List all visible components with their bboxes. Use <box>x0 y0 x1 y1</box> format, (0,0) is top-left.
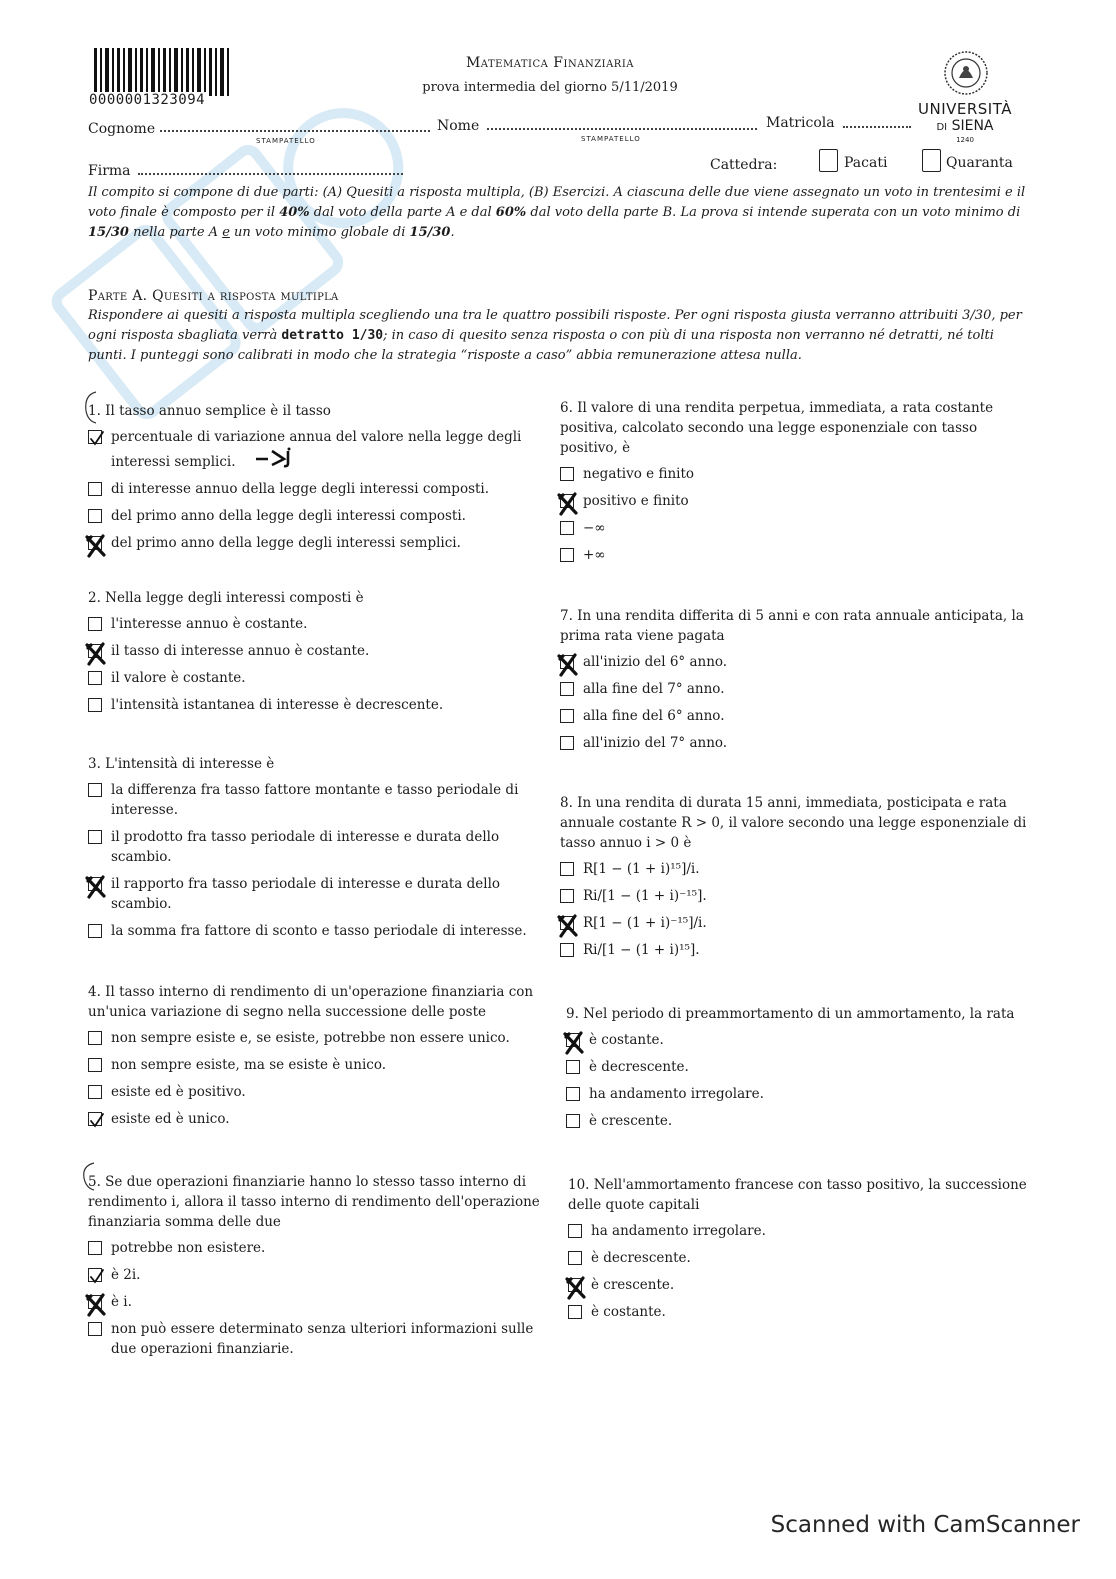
option-text: la differenza fra tasso fattore montante e tasso periodale di interesse. <box>111 782 519 818</box>
handwritten-cross-icon <box>85 534 107 558</box>
option-text: all'inizio del 6° anno. <box>583 654 728 670</box>
option[interactable] <box>88 1238 552 1258</box>
option[interactable] <box>88 614 548 634</box>
option-text: positivo e finito <box>583 493 689 509</box>
question-2 <box>88 588 548 722</box>
checkbox[interactable] <box>568 1278 582 1292</box>
university-siena: SIENA <box>951 118 994 134</box>
option[interactable] <box>88 695 548 715</box>
question-4 <box>88 982 550 1136</box>
option-text: la somma fra fattore di sconto e tasso periodale di interesse. <box>111 923 527 939</box>
checkbox[interactable] <box>560 943 574 957</box>
page-subtitle: prova intermedia del giorno 5/11/2019 <box>422 80 678 95</box>
checkbox[interactable] <box>88 783 102 797</box>
checkbox[interactable] <box>88 644 102 658</box>
checkbox[interactable] <box>88 617 102 631</box>
intro-part-1: Il compito si compone di due parti: (A) Quesiti a risposta multipla, (B) Esercizi. A ciascuna delle due viene assegnato un voto in trentesimi e il voto finale è composto per il <box>88 185 1026 220</box>
nome-field[interactable] <box>487 128 757 130</box>
option[interactable] <box>560 491 1030 511</box>
checkbox[interactable] <box>88 1295 102 1309</box>
handwritten-check-icon <box>85 1266 107 1290</box>
option[interactable] <box>566 1057 1036 1077</box>
option-text: non sempre esiste e, se esiste, potrebbe non essere unico. <box>111 1030 510 1046</box>
nome-label: Nome <box>437 118 480 134</box>
option-text: è decrescente. <box>591 1250 691 1266</box>
option[interactable] <box>88 668 548 688</box>
question-3 <box>88 754 548 948</box>
option[interactable] <box>88 479 548 499</box>
option-text: l'intensità istantanea di interesse è decrescente. <box>111 697 444 713</box>
checkbox[interactable] <box>88 698 102 712</box>
checkbox[interactable] <box>566 1087 580 1101</box>
university-seal-icon <box>943 50 989 96</box>
part-a-instructions <box>88 306 1028 366</box>
checkbox[interactable] <box>88 830 102 844</box>
checkbox[interactable] <box>560 682 574 696</box>
checkbox[interactable] <box>560 709 574 723</box>
checkbox[interactable] <box>88 1241 102 1255</box>
handwritten-cross-icon <box>557 914 579 938</box>
option[interactable] <box>88 1265 552 1285</box>
question-10 <box>568 1175 1038 1329</box>
option-text: è crescente. <box>589 1113 673 1129</box>
handwritten-cross-icon <box>565 1276 587 1300</box>
checkbox[interactable] <box>560 862 574 876</box>
checkbox[interactable] <box>88 1322 102 1336</box>
question-text: 2. Nella legge degli interessi composti è <box>88 590 364 606</box>
option-text: è crescente. <box>591 1277 675 1293</box>
option-text: +∞ <box>583 547 606 563</box>
option-text: il valore è costante. <box>111 670 246 686</box>
option-text: −∞ <box>583 520 606 536</box>
option[interactable] <box>560 464 1030 484</box>
option[interactable] <box>560 518 1030 538</box>
handwritten-cross-icon <box>563 1031 585 1055</box>
cattedra-quaranta-label: Quaranta <box>946 155 1013 171</box>
checkbox[interactable] <box>88 671 102 685</box>
cattedra-pacati-label: Pacati <box>844 155 888 171</box>
intro-part-6: . <box>450 225 455 240</box>
intro-part-2: dal voto della parte A e dal <box>309 205 496 220</box>
handwritten-cross-icon <box>557 653 579 677</box>
intro-part-5: un voto minimo globale di <box>229 225 410 240</box>
question-1 <box>88 401 548 560</box>
option[interactable] <box>560 545 1030 565</box>
option[interactable] <box>88 1055 550 1075</box>
option-text: R[1 − (1 + i)⁻¹⁵]/i. <box>583 915 707 931</box>
option[interactable] <box>560 652 1032 672</box>
checkbox[interactable] <box>560 916 574 930</box>
matricola-field[interactable] <box>843 126 911 128</box>
intro-part-4: nella parte A <box>128 225 223 240</box>
intro-min-global: 15/30 <box>409 225 451 240</box>
question-6 <box>560 398 1030 572</box>
checkbox[interactable] <box>568 1251 582 1265</box>
option-text: Ri/[1 − (1 + i)¹⁵]. <box>583 942 700 958</box>
option-text: percentuale di variazione annua del valore nella legge degli interessi semplici. <box>111 429 522 470</box>
option[interactable] <box>560 679 1032 699</box>
checkbox[interactable] <box>88 536 102 550</box>
question-text: 1. Il tasso annuo semplice è il tasso <box>88 403 331 419</box>
option[interactable] <box>568 1221 1038 1241</box>
barcode-number: 0000001323094 <box>89 92 206 108</box>
checkbox[interactable] <box>560 548 574 562</box>
checkbox[interactable] <box>88 924 102 938</box>
option[interactable] <box>88 1028 550 1048</box>
option-text: non sempre esiste, ma se esiste è unico. <box>111 1057 387 1073</box>
checkbox[interactable] <box>560 521 574 535</box>
option-text: è costante. <box>589 1032 664 1048</box>
checkbox[interactable] <box>88 1085 102 1099</box>
option-text: l'interesse annuo è costante. <box>111 616 308 632</box>
checkbox[interactable] <box>88 877 102 891</box>
intro-min-a: 15/30 <box>88 225 129 240</box>
question-5 <box>88 1172 552 1366</box>
cattedra-quaranta-checkbox[interactable] <box>922 149 941 172</box>
option[interactable] <box>88 780 548 820</box>
option-text: potrebbe non esistere. <box>111 1240 266 1256</box>
intro-pct-b: 60% <box>495 205 527 220</box>
option-text: negativo e finito <box>583 466 695 482</box>
checkbox[interactable] <box>560 655 574 669</box>
option[interactable] <box>88 874 548 914</box>
option-text: all'inizio del 7° anno. <box>583 735 728 751</box>
cognome-field[interactable] <box>160 130 430 132</box>
question-text: 3. L'intensità di interesse è <box>88 756 275 772</box>
part-a-intro-2: ; in caso di quesito senza risposta o con più di una risposta non verranno né detratti, né tolti punti. I punteggi sono calibrati in modo che la strategia “risposte a caso” abbia remunerazione attesa nulla. <box>88 328 994 363</box>
checkbox[interactable] <box>560 467 574 481</box>
exam-instructions <box>88 183 1028 243</box>
checkbox[interactable] <box>88 1112 102 1126</box>
option-text: è 2i. <box>111 1267 141 1283</box>
option[interactable] <box>560 859 1032 879</box>
page-title: Matematica Finanziaria <box>465 55 635 71</box>
option[interactable] <box>560 706 1032 726</box>
handwritten-cross-icon <box>85 875 107 899</box>
option[interactable] <box>88 1319 552 1359</box>
option[interactable] <box>88 427 548 472</box>
question-9 <box>566 1004 1036 1138</box>
intro-part-3: dal voto della parte B. La prova si intende superata con un voto minimo di <box>526 205 1021 220</box>
option[interactable] <box>88 1109 550 1129</box>
option[interactable] <box>88 641 548 661</box>
option[interactable] <box>88 1292 552 1312</box>
intro-pct-a: 40% <box>279 205 310 220</box>
question-text: 6. Il valore di una rendita perpetua, immediata, a rata costante positiva, calcolato secondo una legge esponenziale con tasso positivo, è <box>560 400 994 456</box>
checkbox[interactable] <box>560 889 574 903</box>
checkbox[interactable] <box>560 736 574 750</box>
option-text: del primo anno della legge degli interessi composti. <box>111 508 466 524</box>
part-a-detratto: detratto 1/30 <box>281 328 384 343</box>
option-text: è costante. <box>591 1304 666 1320</box>
cognome-label: Cognome <box>88 121 156 137</box>
option-text: alla fine del 7° anno. <box>583 681 725 697</box>
option[interactable] <box>560 913 1032 933</box>
option-text: non può essere determinato senza ulteriori informazioni sulle due operazioni finanziarie. <box>111 1321 534 1357</box>
option-text: il rapporto fra tasso periodale di interesse e durata dello scambio. <box>111 876 501 912</box>
checkbox[interactable] <box>88 1058 102 1072</box>
question-text: 9. Nel periodo di preammortamento di un ammortamento, la rata <box>566 1006 1015 1022</box>
part-a-title: Parte A. Quesiti a risposta multipla <box>88 288 339 304</box>
checkbox[interactable] <box>88 430 102 444</box>
option[interactable] <box>88 533 548 553</box>
handwritten-cross-icon <box>85 1293 107 1317</box>
checkbox[interactable] <box>566 1114 580 1128</box>
part-a-intro-1: Rispondere ai quesiti a risposta multipla scegliendo una tra le quattro possibili risposte. Per ogni risposta giusta verranno attribuiti 3/30, per ogni risposta sbagliata verrà <box>88 308 1022 343</box>
firma-field[interactable] <box>138 173 403 175</box>
checkbox[interactable] <box>568 1305 582 1319</box>
option[interactable] <box>88 827 548 867</box>
option-text: Ri/[1 − (1 + i)⁻¹⁵]. <box>583 888 707 904</box>
option[interactable] <box>560 940 1032 960</box>
option-text: del primo anno della legge degli interessi semplici. <box>111 535 461 551</box>
annotation-arrow-icon <box>254 447 298 469</box>
checkbox[interactable] <box>560 494 574 508</box>
hand-circle-icon <box>80 389 106 429</box>
firma-label: Firma <box>88 163 131 179</box>
option[interactable] <box>88 506 548 526</box>
option[interactable] <box>560 733 1032 753</box>
option-text: è i. <box>111 1294 132 1310</box>
question-text: 7. In una rendita differita di 5 anni e con rata annuale anticipata, la prima rata viene pagata <box>560 608 1024 644</box>
option-text: il tasso di interesse annuo è costante. <box>111 643 370 659</box>
cognome-stampatello: STAMPATELLO <box>256 137 316 145</box>
option-text: alla fine del 6° anno. <box>583 708 725 724</box>
cattedra-label: Cattedra: <box>710 157 778 173</box>
option[interactable] <box>566 1111 1036 1131</box>
handwritten-cross-icon <box>557 492 579 516</box>
option[interactable] <box>568 1302 1038 1322</box>
option[interactable] <box>566 1030 1036 1050</box>
checkbox[interactable] <box>566 1060 580 1074</box>
question-text: 8. In una rendita di durata 15 anni, immediata, posticipata e rata annuale costante R > 0, il valore secondo una legge esponenziale di tasso annuo i > 0 è <box>560 795 1027 851</box>
option[interactable] <box>88 1082 550 1102</box>
checkbox[interactable] <box>568 1224 582 1238</box>
university-di: DI <box>936 122 948 133</box>
option-text: esiste ed è unico. <box>111 1111 230 1127</box>
checkbox[interactable] <box>88 1031 102 1045</box>
cattedra-pacati-checkbox[interactable] <box>819 149 838 172</box>
option-text: ha andamento irregolare. <box>589 1086 764 1102</box>
checkbox[interactable] <box>88 482 102 496</box>
university-city <box>910 118 1020 134</box>
option-text: il prodotto fra tasso periodale di interesse e durata dello scambio. <box>111 829 500 865</box>
matricola-label: Matricola <box>766 115 835 131</box>
question-text: 10. Nell'ammortamento francese con tasso positivo, la successione delle quote capitali <box>568 1177 1027 1213</box>
option-text: esiste ed è positivo. <box>111 1084 246 1100</box>
option-text: ha andamento irregolare. <box>591 1223 766 1239</box>
checkbox[interactable] <box>88 509 102 523</box>
option[interactable] <box>566 1084 1036 1104</box>
option[interactable] <box>88 921 548 941</box>
option[interactable] <box>560 886 1032 906</box>
question-7 <box>560 606 1032 760</box>
scanner-footer: Scanned with CamScanner <box>770 1512 1080 1538</box>
hand-circle-icon <box>78 1160 104 1194</box>
question-8 <box>560 793 1032 967</box>
handwritten-cross-icon <box>85 642 107 666</box>
handwritten-check-icon <box>85 428 107 452</box>
question-text: 5. Se due operazioni finanziarie hanno lo stesso tasso interno di rendimento i, allora il tasso interno di rendimento dell'operazione finanziaria somma delle due <box>88 1174 540 1230</box>
option-text: R[1 − (1 + i)¹⁵]/i. <box>583 861 700 877</box>
question-text: 4. Il tasso interno di rendimento di un'operazione finanziaria con un'unica variazione di segno nella successione delle poste <box>88 984 534 1020</box>
university-year: 1240 <box>956 136 974 144</box>
option-text: di interesse annuo della legge degli interessi composti. <box>111 481 490 497</box>
option[interactable] <box>568 1275 1038 1295</box>
handwritten-check-icon <box>85 1110 107 1134</box>
checkbox[interactable] <box>566 1033 580 1047</box>
option-text: è decrescente. <box>589 1059 689 1075</box>
nome-stampatello: STAMPATELLO <box>581 135 641 143</box>
university-name: UNIVERSITÀ <box>918 100 1012 118</box>
intro-conj: e <box>222 225 230 240</box>
option[interactable] <box>568 1248 1038 1268</box>
checkbox[interactable] <box>88 1268 102 1282</box>
